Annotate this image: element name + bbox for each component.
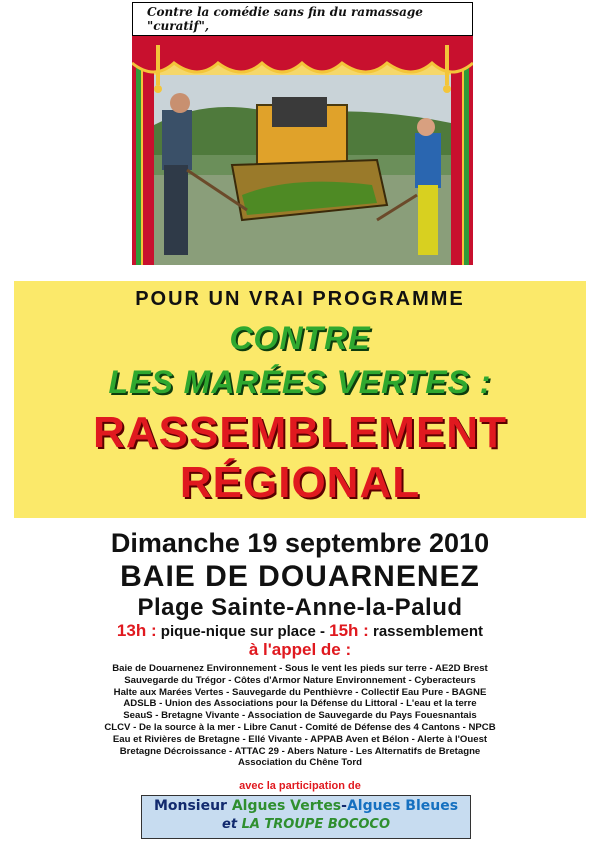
guest-troupe: LA TROUPE BOCOCO <box>241 817 390 832</box>
banner-text: Contre la comédie sans fin du ramassage "curatif", <box>132 2 473 36</box>
guest-cartouche <box>141 795 471 839</box>
time-gathering: 15h : <box>329 621 369 640</box>
event-place: BAIE DE DOUARNENEZ <box>120 560 480 593</box>
organization-line: SeauS - Bretagne Vivante - Association de Sauvegarde du Pays Fouesnantais <box>123 710 477 722</box>
headline-marees-vertes: LES MARÉES VERTES : <box>108 364 492 400</box>
guest-dash: - <box>341 798 347 814</box>
organization-line: ADSLB - Union des Associations pour la Défense du Littoral - L'eau et la terre <box>123 698 477 710</box>
guest-et: et <box>222 817 242 832</box>
headline-regional: RÉGIONAL <box>179 458 421 507</box>
event-date: Dimanche 19 septembre 2010 <box>110 528 490 558</box>
guest-algues-bleues: Algues Bleues <box>346 798 459 814</box>
organization-line: Baie de Douarnenez Environnement - Sous le vent les pieds sur terre - AE2D Brest <box>112 663 488 674</box>
organization-line: Eau et Rivières de Bretagne - Ellé Vivante - APPAB Aven et Bélon - Alerte à l'Ouest <box>112 733 488 745</box>
guest-line-2 <box>142 817 470 832</box>
event-schedule <box>0 621 600 641</box>
time-picnic: 13h : <box>116 621 157 640</box>
guest-algues-vertes: Algues Vertes <box>231 798 342 814</box>
organization-line: Association du Chêne Tord <box>237 757 362 769</box>
organization-line: Halte aux Marées Vertes - Sauvegarde du Penthièvre - Collectif Eau Pure - BAGNE <box>113 686 487 698</box>
organization-line: CLCV - De la source à la mer - Libre Canut - Comité de Défense des 4 Cantons - NPCB <box>104 721 496 733</box>
stage-banner <box>132 5 473 33</box>
time-gathering-text: rassemblement <box>368 623 484 640</box>
organizations-list <box>60 663 540 769</box>
guest-line-1 <box>142 798 470 814</box>
event-beach: Plage Sainte-Anne-la-Palud <box>137 594 463 621</box>
headline-rassemblement: RASSEMBLEMENT <box>93 408 507 457</box>
headline-program: POUR UN VRAI PROGRAMME <box>135 288 465 310</box>
theater-curtain-icon <box>132 5 473 265</box>
theater-stage-illustration <box>132 5 473 265</box>
organization-line: Sauvegarde du Trégor - Côtes d'Armor Nature Environnement - Cyberacteurs <box>124 674 476 686</box>
call-heading: à l'appel de : <box>248 640 352 659</box>
guest-monsieur: Monsieur <box>153 798 232 814</box>
time-picnic-text: pique-nique sur place - <box>156 623 330 640</box>
participation-heading: avec la participation de <box>239 780 361 792</box>
headline-contre: CONTRE <box>229 320 371 356</box>
organization-line: Bretagne Décroissance - ATTAC 29 - Abers Nature - Les Alternatifs de Bretagne <box>119 745 481 757</box>
